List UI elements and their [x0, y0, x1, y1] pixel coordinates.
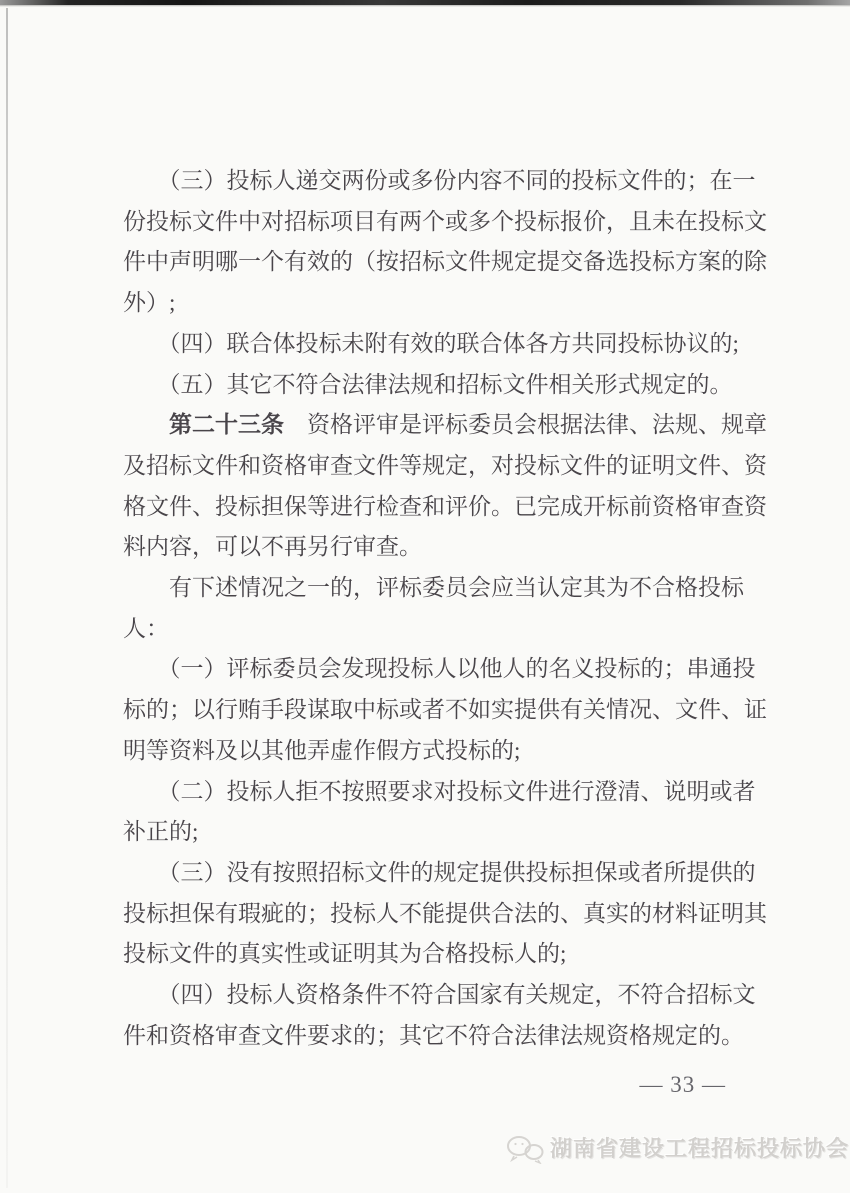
watermark — [505, 1134, 849, 1164]
text-segment: 格文件、投标担保等进行检查和评价。已完成开标前资格审查资 — [123, 493, 767, 519]
text-line — [123, 690, 767, 731]
text-segment: 投标担保有瑕疵的；投标人不能提供合法的、真实的材料证明其 — [123, 900, 767, 926]
watermark-text: 湖南省建设工程招标投标协会 — [550, 1136, 850, 1161]
text-line — [123, 731, 767, 772]
text-line — [123, 934, 767, 975]
wechat-logo-icon — [505, 1134, 545, 1164]
text-segment: 人： — [123, 615, 169, 641]
text-segment: （二）投标人拒不按照要求对投标文件进行澄清、说明或者 — [123, 778, 756, 804]
text-line — [123, 772, 767, 813]
text-segment: （一）评标委员会发现投标人以他人的名义投标的；串通投 — [123, 656, 756, 682]
text-segment: 料内容，可以不再另行审查。 — [123, 534, 422, 560]
text-segment: （三）投标人递交两份或多份内容不同的投标文件的；在一 — [123, 168, 756, 193]
text-line — [123, 853, 767, 894]
text-line — [123, 527, 767, 568]
text-segment: （四）投标人资格条件不符合国家有关规定，不符合招标文 — [123, 982, 756, 1008]
text-line — [123, 894, 767, 935]
text-line — [123, 812, 767, 853]
text-line — [123, 161, 767, 202]
page-number: — 33 — — [639, 1072, 726, 1097]
scan-edge-top-shadow — [0, 5, 850, 7]
text-segment: 明等资料及以其他弄虚作假方式投标的; — [123, 737, 521, 763]
text-segment: 标的；以行贿手段谋取中标或者不如实提供有关情况、文件、证 — [123, 697, 767, 723]
text-line — [123, 324, 767, 365]
text-line — [123, 365, 767, 406]
text-line — [123, 405, 767, 446]
text-line — [123, 283, 767, 324]
text-segment: 份投标文件中对招标项目有两个或多个投标报价，且未在投标文 — [123, 208, 767, 234]
text-line — [123, 609, 767, 650]
text-segment — [123, 412, 169, 437]
text-segment: 补正的; — [123, 819, 199, 845]
text-line — [123, 1016, 767, 1057]
text-line — [123, 975, 767, 1016]
text-segment: （四）联合体投标未附有效的联合体各方共同投标协议的; — [123, 330, 739, 356]
text-segment: （三）没有按照招标文件的规定提供投标担保或者所提供的 — [123, 859, 756, 885]
text-segment: 有下述情况之一的，评标委员会应当认定其为不合格投标 — [123, 575, 744, 601]
text-segment: 件和资格审查文件要求的；其它不符合法律法规资格规定的。 — [123, 1022, 744, 1048]
text-line — [123, 242, 767, 283]
document-lines — [123, 161, 767, 1056]
text-line — [123, 568, 767, 609]
text-line — [123, 202, 767, 243]
text-segment: 资格评审是评标委员会根据法律、法规、规章 — [284, 412, 767, 438]
text-segment: 投标文件的真实性或证明其为合格投标人的; — [123, 941, 567, 967]
text-line — [123, 487, 767, 528]
document-body — [123, 161, 767, 1056]
text-segment: （五）其它不符合法律法规和招标文件相关形式规定的。 — [123, 371, 733, 397]
text-segment: 外）; — [123, 290, 176, 316]
scan-edge-left — [6, 8, 8, 1188]
text-line — [123, 446, 767, 487]
text-segment: 及招标文件和资格审查文件等规定，对投标文件的证明文件、资 — [123, 452, 767, 478]
text-segment: 件中声明哪一个有效的（按招标文件规定提交备选投标方案的除 — [123, 249, 767, 275]
article-number-bold: 第二十三条 — [169, 412, 284, 438]
text-line — [123, 649, 767, 690]
